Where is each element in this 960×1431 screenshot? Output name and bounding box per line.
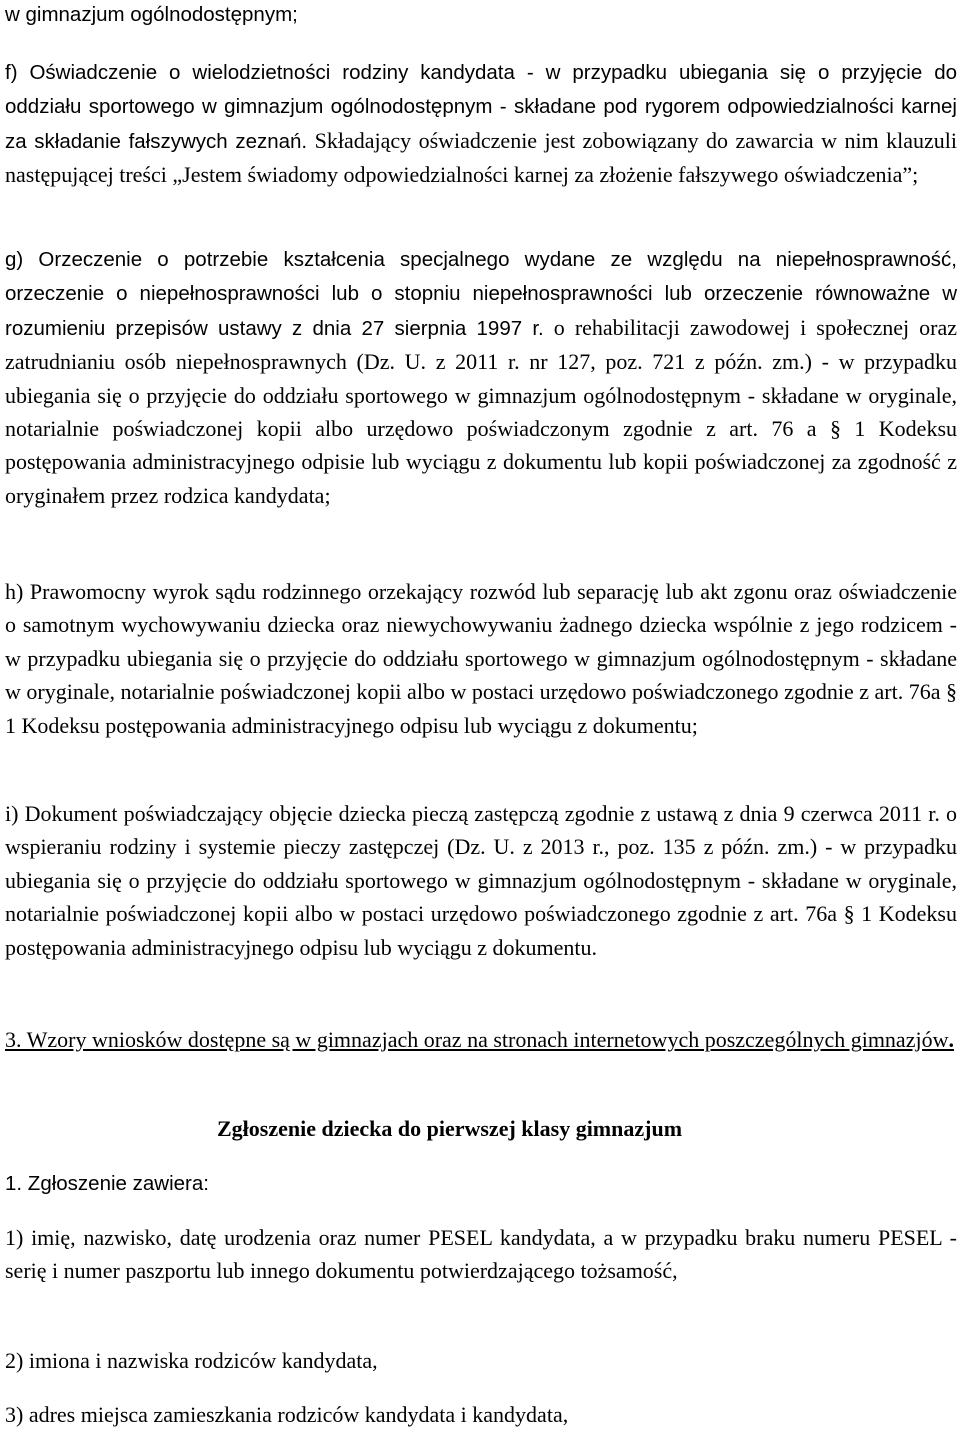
text-3: 3. Wzory wniosków dostępne są w gimnazjach oraz na stronach internetowych poszczególnych gimnazjów	[5, 1027, 949, 1052]
paragraph-intro	[5, 0, 957, 31]
paragraph-i	[5, 797, 957, 964]
list-item-2	[5, 1344, 957, 1377]
text-item-1: 1) imię, nazwisko, datę urodzenia oraz numer PESEL kandydata, a w przypadku braku numeru PESEL - serię i numer paszportu lub innego dokumentu potwierdzającego tożsamość,	[5, 1225, 957, 1284]
paragraph-h	[5, 575, 957, 742]
text-g-c: - w przypadku ubiegania się o przyjęcie do oddziału sportowego w gimnazjum ogólnodostępnym - składane w oryginale, notarialnie poświadczonej kopii albo urzędowo poświadczonym zgodnie z art. 76 a § 1 Kodeksu postępowania administracyjnego odpisie lub wyciągu z dokumentu lub kopii poświadczonej za zgodność z oryginałem przez rodzica kandydata;	[5, 349, 957, 508]
text-item-3: 3) adres miejsca zamieszkania rodziców kandydata i kandydata,	[5, 1402, 569, 1427]
text-intro: w gimnazjum ogólnodostępnym;	[5, 3, 298, 26]
section-heading: Zgłoszenie dziecka do pierwszej klasy gimnazjum	[217, 1116, 683, 1141]
paragraph-1	[5, 1167, 957, 1200]
text-i: i) Dokument poświadczający objęcie dziecka pieczą zastępczą zgodnie z ustawą z dnia 9 czerwca 2011 r. o wspieraniu rodziny i systemie pieczy zastępczej (Dz. U. z 2013 r., poz. 135 z późn. zm.) - w przypadku ubiegania się o przyjęcie do oddziału sportowego w gimnazjum ogólnodostępnym - składane w oryginale, notarialnie poświadczonej kopii albo w postaci urzędowo poświadczonego zgodnie z art. 76a § 1 Kodeksu postępowania administracyjnego odpisu lub wyciągu z dokumentu.	[5, 801, 957, 960]
list-item-1	[5, 1221, 957, 1288]
text-f-b: Składający oświadczenie jest zobowiązany do zawarcia w nim klauzuli następującej treści „Jestem świadomy odpowiedzialności karnej za złożenie fałszywego oświadczenia”;	[5, 127, 957, 188]
text-h: h) Prawomocny wyrok sądu rodzinnego orzekający rozwód lub separację lub akt zgonu oraz oświadczenie o samotnym wychowywaniu dziecka oraz niewychowywaniu żadnego dziecka wspólnie z jego rodzicem - w przypadku ubiegania się o przyjęcie do oddziału sportowego w gimnazjum ogólnodostępnym - składane w oryginale, notarialnie poświadczonej kopii albo w postaci urzędowo poświadczonego zgodnie z art. 76a § 1 Kodeksu postępowania administracyjnego odpisu lub wyciągu z dokumentu;	[5, 579, 957, 738]
paragraph-3	[5, 1023, 957, 1056]
text-g-a: g) Orzeczenie o potrzebie kształcenia specjalnego wydane ze względu na niepełnosprawność, orzeczenie o niepełnosprawności lub o stopniu niepełnosprawności lub orzeczenie równoważne w rozumieniu przepisów ustawy z dnia 27 sierpnia 1997 r.	[5, 248, 957, 340]
text-3-end: .	[948, 1027, 954, 1052]
paragraph-f	[5, 55, 957, 192]
text-1: 1. Zgłoszenie zawiera:	[5, 1172, 209, 1195]
list-item-3	[5, 1398, 957, 1431]
text-f-a: f) Oświadczenie o wielodzietności rodziny kandydata - w przypadku ubiegania się o przyjęcie do oddziału sportowego w gimnazjum ogólnodostępnym - składane pod rygorem odpowiedzialności karnej za składanie fałszywych zeznań.	[5, 61, 957, 153]
paragraph-g	[5, 242, 957, 512]
text-item-2: 2) imiona i nazwiska rodziców kandydata,	[5, 1348, 378, 1373]
text-g-b: o rehabilitacji zawodowej i społecznej oraz zatrudnianiu osób niepełnosprawnych (Dz. U. z 2011 r. nr 127, poz. 721 z późn. zm.)	[5, 314, 957, 375]
